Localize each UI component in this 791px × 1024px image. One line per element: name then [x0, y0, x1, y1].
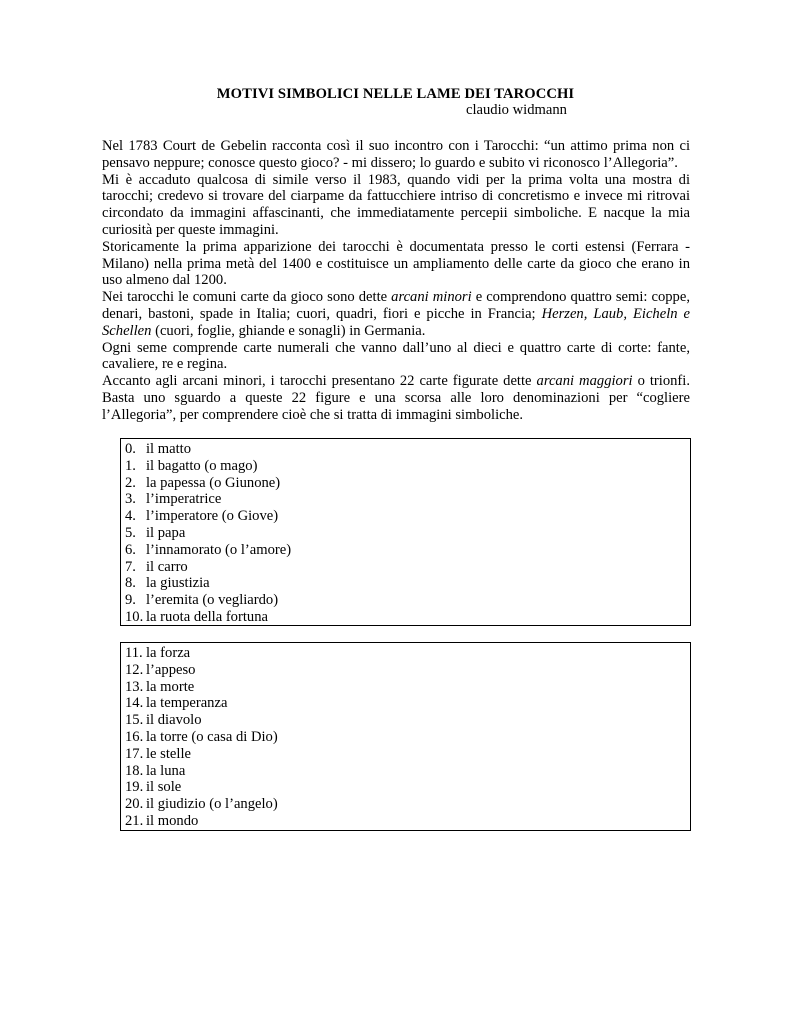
- list-item-number: 4.: [125, 508, 136, 525]
- list-item: [121, 813, 690, 830]
- list-item-number: 11.: [125, 645, 143, 661]
- list-item-number: 7.: [125, 558, 136, 575]
- list-item-label: il giudizio (o l’angelo): [146, 796, 278, 813]
- list-item: [121, 508, 690, 525]
- list-item-number: 12.: [125, 661, 144, 678]
- list-item-number: 6.: [125, 541, 136, 558]
- document-title: MOTIVI SIMBOLICI NELLE LAME DEI TAROCCHI: [216, 86, 575, 102]
- paragraph-1: [102, 138, 690, 172]
- list-item: [121, 575, 690, 592]
- arcana-list-box-2: [120, 642, 691, 831]
- list-item-number: 18.: [125, 762, 144, 779]
- list-item-label: la luna: [146, 762, 186, 779]
- list-item-label: il sole: [146, 779, 182, 796]
- list-item-number: 17.: [125, 745, 144, 762]
- list-item-label: le stelle: [146, 745, 191, 762]
- list-item-number: 1.: [125, 457, 136, 474]
- list-item-number: 16.: [125, 728, 144, 745]
- list-item: [121, 525, 690, 542]
- list-item-number: 9.: [125, 592, 136, 609]
- paragraph-text: Accanto agli arcani minori, i tarocchi presentano 22 carte figurate dette: [102, 373, 537, 390]
- list-item-label: l’innamorato (o l’amore): [146, 541, 292, 558]
- list-item-label: il diavolo: [146, 712, 202, 729]
- list-item-label: la morte: [146, 678, 195, 695]
- list-item: [121, 729, 690, 746]
- paragraph-text: o trionfi. Basta uno sguardo a queste 22 figure e una scorsa alle loro denominazioni per “cogliere l’Allegoria”, per comprendere cioè che si tratta di immagini simboliche.: [102, 373, 690, 423]
- paragraph-text: e comprendono quattro semi: coppe, denari, bastoni, spade in Italia; cuori, quadri, fiori e picche in Francia;: [102, 289, 690, 322]
- list-item: [121, 763, 690, 780]
- italic-term: arcani minori: [391, 289, 472, 306]
- list-item: [121, 779, 690, 796]
- italic-term: arcani maggiori: [536, 373, 633, 390]
- list-item-label: il papa: [146, 524, 186, 541]
- list-item-number: 2.: [125, 474, 136, 491]
- list-item-label: la temperanza: [146, 695, 228, 712]
- list-item: [121, 592, 690, 609]
- paragraph-3: [102, 239, 690, 289]
- paragraph-2: [102, 172, 690, 239]
- list-item-number: 8.: [125, 575, 136, 592]
- list-item-label: la torre (o casa di Dio): [146, 728, 278, 745]
- italic-term: Herzen, Laub, Eicheln e Schellen: [102, 305, 690, 339]
- list-item: [121, 746, 690, 763]
- list-item: [121, 662, 690, 679]
- list-item: [121, 475, 690, 492]
- paragraph-text: Mi è accaduto qualcosa di simile verso il 1983, quando vidi per la prima volta una mostra di tarocchi; credevo si trovare del ciarpame da fattucchiere intriso di concretismo e invece mi ritrovai circondato da immagini affascinanti, che immediatamente percepii simboliche. E nacque la mia curiosità per queste immagini.: [102, 171, 690, 238]
- paragraph-5: [102, 340, 690, 374]
- list-item-number: 10.: [125, 608, 144, 625]
- list-item-label: la forza: [146, 645, 191, 661]
- document-body: [102, 138, 690, 424]
- list-item-number: 15.: [125, 712, 144, 729]
- list-item-label: l’eremita (o vegliardo): [146, 592, 279, 609]
- list-item-label: la giustizia: [146, 575, 210, 592]
- list-item-label: la ruota della fortuna: [146, 608, 268, 625]
- list-item: [121, 542, 690, 559]
- paragraph-text: Nel 1783 Court de Gebelin racconta così il suo incontro con i Tarocchi: “un attimo prima non ci pensavo neppure; conosce questo gioco? - mi dissero; lo guardo e subito vi riconosco l’Allegoria”.: [102, 138, 690, 171]
- list-item-label: l’appeso: [146, 661, 196, 678]
- list-item: [121, 695, 690, 712]
- document-author: claudio widmann: [466, 102, 567, 118]
- list-item-label: il matto: [146, 441, 191, 457]
- list-item: [121, 679, 690, 696]
- list-item-number: 3.: [125, 491, 136, 508]
- paragraph-text: Ogni seme comprende carte numerali che vanno dall’uno al dieci e quattro carte di corte: fante, cavaliere, re e regina.: [102, 339, 690, 373]
- list-item-number: 14.: [125, 695, 144, 712]
- list-item: [121, 609, 690, 626]
- paragraph-text: Storicamente la prima apparizione dei tarocchi è documentata presso le corti estensi (Ferrara - Milano) nella prima metà del 1400 e costituisce un ampliamento delle carte da gioco che erano in uso almeno dal 1200.: [102, 238, 690, 289]
- list-item-number: 13.: [125, 678, 144, 695]
- list-item-number: 21.: [125, 812, 144, 829]
- paragraph-6: [102, 373, 690, 423]
- list-item-label: l’imperatrice: [146, 491, 222, 508]
- paragraph-4: [102, 289, 690, 339]
- list-item-label: l’imperatore (o Giove): [146, 508, 279, 525]
- list-item: [121, 712, 690, 729]
- list-item-label: la papessa (o Giunone): [146, 474, 281, 491]
- list-item: [121, 645, 690, 662]
- list-item: [121, 491, 690, 508]
- list-item-number: 0.: [125, 441, 136, 457]
- list-item-label: il mondo: [146, 812, 199, 829]
- list-item-label: il carro: [146, 558, 188, 575]
- list-item: [121, 458, 690, 475]
- list-item-label: il bagatto (o mago): [146, 457, 258, 474]
- arcana-list-box-1: [120, 438, 691, 626]
- list-item: [121, 441, 690, 458]
- paragraph-text: Nei tarocchi le comuni carte da gioco sono dette: [102, 289, 392, 306]
- list-item: [121, 796, 690, 813]
- list-item: [121, 559, 690, 576]
- list-item-number: 5.: [125, 524, 136, 541]
- paragraph-text: (cuori, foglie, ghiande e sonagli) in Germania.: [151, 322, 426, 339]
- list-item-number: 20.: [125, 796, 144, 813]
- list-item-number: 19.: [125, 779, 144, 796]
